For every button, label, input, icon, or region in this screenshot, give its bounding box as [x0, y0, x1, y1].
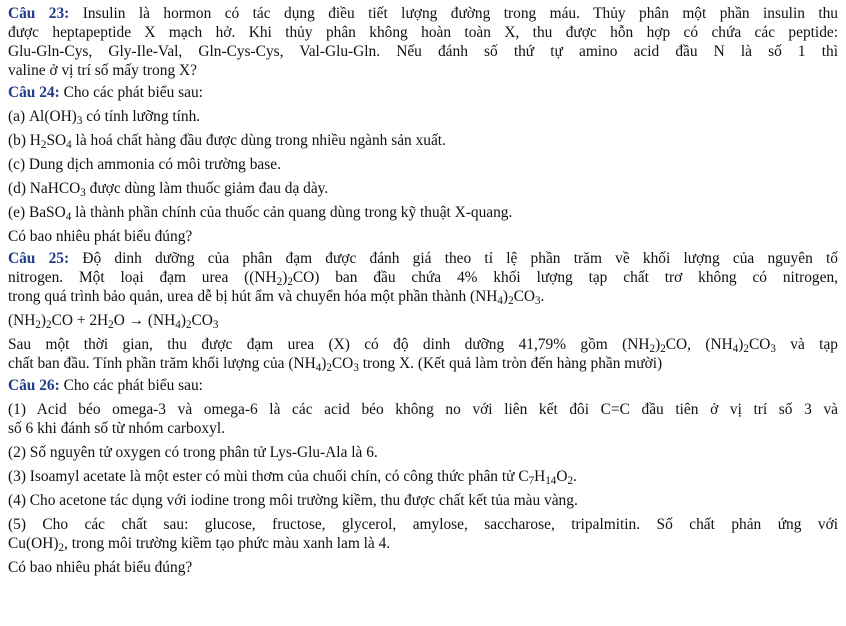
question-24: [8, 83, 838, 246]
q23-label: Câu 23:: [8, 5, 70, 22]
q24-label: Câu 24:: [8, 84, 60, 101]
q23-line-2: được heptapeptide X mạch hở. Khi thủy phân không hoàn toàn X, thu được hỗn hợp có chứa các peptide:: [8, 24, 838, 41]
q26-statement-1: (1) Acid béo omega-3 và omega-6 là các acid béo không no với liên kết đôi C=C đầu tiên ở vị trí số 3 và: [8, 401, 838, 418]
q24-statement-c: (c) Dung dịch ammonia có môi trường base.: [8, 156, 281, 173]
question-23: [8, 4, 838, 80]
q24-intro-line: Câu 24: Cho các phát biểu sau:: [8, 84, 203, 101]
question-26: [8, 376, 838, 577]
q26-statement-2: (2) Số nguyên tử oxygen có trong phân tử Lys-Glu-Ala là 6.: [8, 444, 378, 461]
q24-statement-b: (b) $H_2SO_4$ là hoá chất hàng đầu được dùng trong nhiều ngành sản xuất.: [8, 132, 446, 152]
q23-line-1: Câu 23: Insulin là hormon có tác dụng điều tiết lượng đường trong máu. Thủy phân một phần insulin thu: [8, 5, 839, 22]
q24-statement-a: (a) $Al(OH)_3$ có tính lưỡng tính.: [8, 108, 201, 128]
q26-statement-5: (5) Cho các chất sau: glucose, fructose, glycerol, amylose, saccharose, tripalmitin. Số chất phản ứng với: [8, 516, 838, 533]
q23-line-3: Glu-Gln-Cys, Gly-Ile-Val, Gln-Cys-Cys, Val-Glu-Gln. Nếu đánh số thứ tự amino acid đầu N là số 1 thì: [8, 43, 838, 60]
q26-statement-5-cont: $Cu(OH)_2$, trong môi trường kiềm tạo phức màu xanh lam là 4.: [8, 535, 391, 555]
q25-line-3: trong quá trình bảo quản, urea dễ bị hút ẩm và chuyển hóa một phần thành $(NH_4)_2CO_3$.: [8, 288, 545, 308]
q26-statement-1-cont: số 6 khi đánh số từ nhóm carboxyl.: [8, 420, 225, 437]
q25-equation: $(NH_2)_2CO + 2H_2O \to (NH_4)_2CO_3$: [8, 312, 219, 332]
q24-statement-e: (e) BaSO$_4$ là thành phần chính của thuốc cản quang dùng trong kỹ thuật X-quang.: [8, 204, 513, 224]
q26-statement-3: (3) Isoamyl acetate là một ester có mùi thơm của chuối chín, có công thức phân tử $C_7H_{14}O_2$.: [8, 468, 577, 488]
q24-statement-d: (d) NaHCO$_3$ được dùng làm thuốc giảm đau dạ dày.: [8, 180, 329, 200]
q26-intro-line: Câu 26: Cho các phát biểu sau:: [8, 377, 203, 394]
q25-line-5: chất ban đầu. Tính phần trăm khối lượng của $(NH_4)_2CO_3$ trong X. (Kết quả làm tròn đến hàng phần mười): [8, 355, 663, 375]
q25-line-1: Câu 25: Độ dinh dưỡng của phân đạm được đánh giá theo tỉ lệ phần trăm về khối lượng của nguyên tố: [8, 250, 838, 267]
q23-line-4: valine ở vị trí số mấy trong X?: [8, 62, 197, 79]
q25-label: Câu 25:: [8, 250, 70, 267]
q26-question: Có bao nhiêu phát biểu đúng?: [8, 559, 193, 576]
question-25: [8, 249, 838, 373]
q26-label: Câu 26:: [8, 377, 60, 394]
q26-statement-4: (4) Cho acetone tác dụng với iodine trong môi trường kiềm, thu được chất kết tủa màu vàng.: [8, 492, 578, 509]
q24-question: Có bao nhiêu phát biểu đúng?: [8, 228, 193, 245]
q25-line-2: nitrogen. Một loại đạm urea $((NH_2)_2CO)$ ban đầu chứa 4% khối lượng tạp chất trơ không có nitrogen,: [8, 269, 838, 289]
q25-line-4: Sau một thời gian, thu được đạm urea (X) có độ dinh dưỡng 41,79% gồm $(NH_2)_2CO$, $(NH_4)_2CO_3$ và tạp: [8, 336, 838, 356]
